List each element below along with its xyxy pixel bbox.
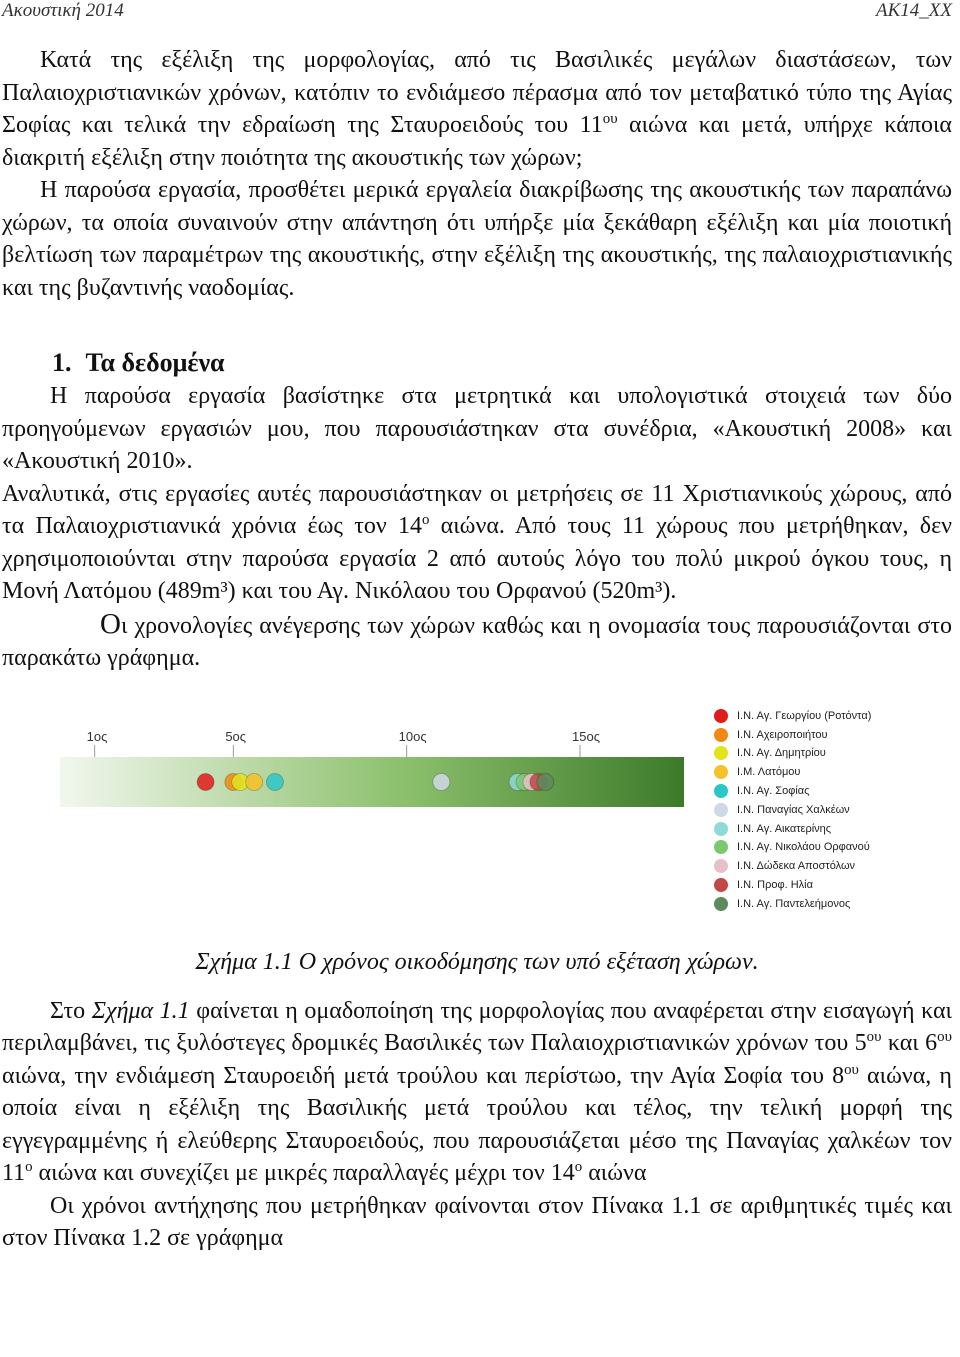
legend-label: Ι.Ν. Δώδεκα Αποστόλων xyxy=(737,860,856,873)
legend-swatch xyxy=(714,728,728,742)
page-header xyxy=(0,0,960,22)
legend-label: Ι.Ν. Αγ. Γεωργίου (Ροτόντα) xyxy=(737,709,872,722)
paragraph-figure-discussion: Στο Σχήμα 1.1 φαίνεται η ομαδοποίηση της μορφολογίας που αναφέρεται στην εισαγωγή και περιλαμβάνει, τις ξυλόστεγες δρομικές Βασιλικές των Παλαιοχριστιανικών χρόνων του $5^{o\upsilon}$ και $6^{o\upsilon}$ αιώνα, την ενδιάμεση Σταυροειδή μετά τρούλου και περίστωο, την Αγία Σοφία του $8^{o\upsilon}$ αιώνα, η οποία είναι η εξέλιξη της Βασιλικής μετά τρούλου και τέλος, την τελική μορφή της εγγεγραμμένης ή ελεύθερης Σταυροειδούς, που παρουσιάζεται μέσο της Παναγίας χαλκέων τον $11^o$ αιώνα και συνεχίζει με μικρές παραλλαγές μέχρι τον $14^o$ αιώνα xyxy=(2,997,952,1186)
legend-swatch xyxy=(714,709,728,723)
timeline-point xyxy=(266,773,283,790)
legend-label: Ι.Ν. Προφ. Ηλία xyxy=(737,879,813,892)
paragraph-purpose: Η παρούσα εργασία, προσθέτει μερικά εργαλεία διακρίβωσης της ακουστικής των παραπάνω χώρων, τα οποία συναινούν στην απάντηση ότι υπήρξε μία ξεκάθαρη εξέλιξη και μία ποιοτική βελτίωση των παραμέτρων της ακουστικής, στην εξέλιξη της ακουστικής, της παλαιοχριστιανικής και της βυζαντινής ναοδομίας. xyxy=(2,177,952,301)
legend-item xyxy=(714,819,871,838)
tick-label: 15ος xyxy=(572,728,600,744)
chart-legend xyxy=(714,707,871,914)
tick-label: 1ος xyxy=(86,728,108,744)
legend-label: Ι.Μ. Λατόμου xyxy=(737,766,801,779)
legend-item xyxy=(714,876,871,895)
paragraph-measurements: Αναλυτικά, στις εργασίες αυτές παρουσιάστηκαν οι μετρήσεις σε 11 Χριστιανικούς χώρους, από τα Παλαιοχριστιανικά χρόνια έως τον $14^o$ αιώνα. Από τους 11 χώρους που μετρήθηκαν, δεν χρησιμοποιούνται στην παρούσα εργασία 2 από αυτούς λόγο του πολύ μικρού όγκου τους, η Μονή Λατόμου (489m³) και του Αγ. Νικόλαου του Ορφανού (520m³). xyxy=(2,480,952,604)
legend-swatch xyxy=(714,746,728,760)
legend-swatch xyxy=(714,859,728,873)
construction-timeline-figure xyxy=(2,707,952,933)
legend-item xyxy=(714,744,871,763)
section-title: Τα δεδομένα xyxy=(85,348,225,377)
timeline-point xyxy=(197,773,214,790)
legend-label: Ι.Ν. Αχειροποιήτου xyxy=(737,728,828,741)
section-heading xyxy=(52,346,952,380)
legend-swatch xyxy=(714,822,728,836)
document-body xyxy=(2,44,952,1255)
legend-item xyxy=(714,763,871,782)
legend-label: Ι.Ν. Αγ. Αικατερίνης xyxy=(737,822,832,835)
legend-item xyxy=(714,782,871,801)
paragraph-intro: Κατά της εξέλιξη της μορφολογίας, από τις Βασιλικές μεγάλων διαστάσεων, των Παλαιοχριστιανικών χρόνων, κατόπιν το ενδιάμεσο πέρασμα από τον μεταβατικό τύπο της Αγίας Σοφίας και τελικά την εδραίωση της Σταυροειδούς του $11^{o\upsilon}$ αιώνα και μετά, υπήρχε κάποια διακριτή εξέλιξη στην ποιότητα της ακουστικής των χώρων; xyxy=(2,47,952,171)
tick-label: 5ος xyxy=(225,728,247,744)
legend-item xyxy=(714,838,871,857)
legend-item xyxy=(714,800,871,819)
legend-item xyxy=(714,707,871,726)
legend-label: Ι.Ν. Αγ. Δημητρίου xyxy=(737,747,826,760)
legend-item xyxy=(714,857,871,876)
legend-label: Ι.Ν. Αγ. Σοφίας xyxy=(737,785,810,798)
header-left: Ακουστική 2014 xyxy=(2,0,124,21)
legend-swatch xyxy=(714,878,728,892)
legend-item xyxy=(714,725,871,744)
tick-label: 10ος xyxy=(398,728,427,744)
legend-swatch xyxy=(714,840,728,854)
paragraph-data-source: Η παρούσα εργασία βασίστηκε στα μετρητικά και υπολογιστικά στοιχειά των δύο προηγούμενων εργασιών μου, που παρουσιάστηκαν στα συνέδρια, «Ακουστική 2008» και «Ακουστική 2010». xyxy=(2,383,952,474)
legend-swatch xyxy=(714,897,728,911)
figure-caption: Σχήμα 1.1 Ο χρόνος οικοδόμησης των υπό εξέταση χώρων. xyxy=(195,948,759,975)
legend-swatch xyxy=(714,803,728,817)
timeline-chart xyxy=(60,727,684,807)
legend-item xyxy=(714,894,871,913)
section-number: 1. xyxy=(52,348,72,377)
paragraph-reverb-times: Οι χρόνοι αντήχησης που μετρήθηκαν φαίνονται στον Πίνακα 1.1 σε αριθμητικές τιμές και στον Πίνακα 1.2 σε γράφημα xyxy=(2,1192,952,1251)
legend-label: Ι.Ν. Παναγίας Χαλκέων xyxy=(737,803,850,816)
timeline-point xyxy=(433,773,450,790)
legend-label: Ι.Ν. Αγ. Παντελεήμονος xyxy=(737,897,851,910)
paragraph-chart-intro: Οι χρονολογίες ανέγερσης των χώρων καθώς και η ονομασία τους παρουσιάζονται στο παρακάτω γράφημα. xyxy=(2,607,952,671)
header-right: ΑΚ14_XX xyxy=(876,0,952,21)
legend-swatch xyxy=(714,784,728,798)
legend-label: Ι.Ν. Αγ. Νικολάου Ορφανού xyxy=(737,841,870,854)
timeline-point xyxy=(537,773,554,790)
timeline-point xyxy=(246,773,263,790)
legend-swatch xyxy=(714,765,728,779)
timeline-bar xyxy=(60,757,684,807)
